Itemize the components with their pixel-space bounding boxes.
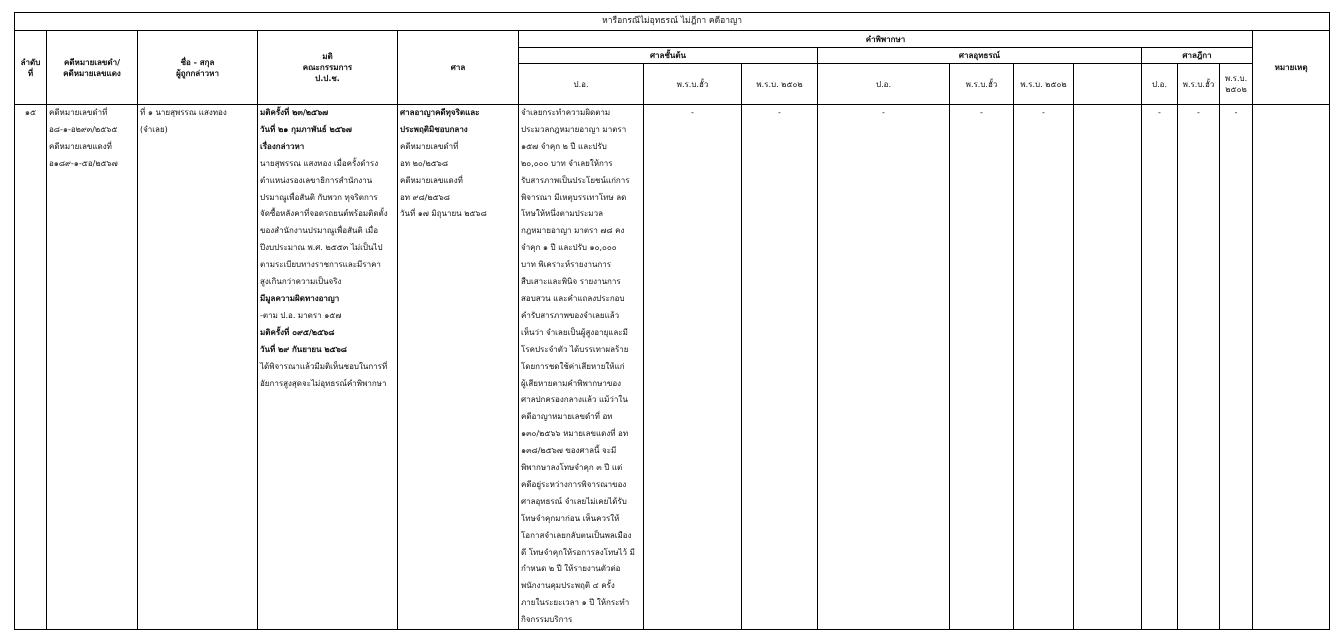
judgment-line: พนักงานคุมประพฤติ ๔ ครั้ง: [521, 581, 615, 591]
cell-name: [138, 105, 258, 630]
header-case-label: คดีหมายเลขดำ/ คดีหมายเลขแดง: [63, 57, 121, 78]
judgment-line: จำคุก ๑ ปี และปรับ ๑๐,๐๐๐: [521, 243, 617, 253]
case-number-line: อ๘-๑-อ๒๙๓/๒๕๖๕: [49, 124, 118, 134]
judgment-line: โทษจำคุกมาก่อน เห็นควรให้: [521, 513, 620, 523]
header-no: [15, 31, 47, 105]
judgment-line: ผู้เสียหายตามคำพิพากษาของ: [521, 378, 622, 388]
judgment-line: จำเลยกระทำความผิดตาม: [521, 108, 611, 117]
resolution-line: นายสุพรรณ แสงทอง เมื่อครั้งดำรง: [260, 158, 379, 168]
resolution-line: ได้พิจารณาแล้วมีมติเห็นชอบในการที่: [260, 361, 388, 371]
resolution-line: -ตาม ป.อ. มาตรา ๑๕๗: [260, 310, 342, 320]
resolution-line: ตามระเบียบทางราชการและมีราคา: [260, 260, 381, 270]
cell-supreme-act: -: [1178, 105, 1220, 630]
case-number-line: คดีหมายเลขแดงที่: [49, 141, 112, 151]
judgment-line: ศาลปกครองกลางแล้ว แม้ว่าใน: [521, 395, 628, 405]
judgment-line: กฎหมายอาญา มาตรา ๗๘ คง: [521, 226, 625, 236]
resolution-line: มติครั้งที่ ๐๙๕/๒๕๖๘: [260, 327, 335, 337]
header-case: [47, 31, 138, 105]
judgment-line: บาท พิเคราะห์รายงานการ: [521, 260, 612, 270]
cell-first-act-2502: -: [742, 105, 818, 630]
judgment-lines: [521, 105, 641, 629]
resolution-line: อัยการสูงสุดจะไม่อุทธรณ์คำพิพากษา: [260, 378, 387, 388]
table-row: [15, 105, 1330, 630]
court-line: อท ๒๐/๒๕๖๘: [400, 158, 449, 168]
header-first-act-2502: พ.ร.บ. ๒๕๐๒: [742, 64, 818, 105]
accused-name-line: (จำเลย): [140, 124, 168, 134]
judgment-line: ศาลอุทธรณ์ จำเลยไม่เคยได้รับ: [521, 496, 627, 506]
cell-resolution: [258, 105, 398, 630]
court-line: คดีหมายเลขดำที่: [400, 141, 459, 151]
resolution-line: มีมูลความผิดทางอาญา: [260, 293, 340, 303]
judgment-line: คำรับสารภาพของจำเลยแล้ว: [521, 310, 620, 320]
header-court: ศาล: [398, 31, 519, 105]
header-appeal-criminal-code: ป.อ.: [818, 64, 950, 105]
header-supreme-act: พ.ร.บ.ฮั้ว: [1178, 64, 1220, 105]
resolution-line: ปีงบประมาณ พ.ศ. ๒๕๕๓ ไม่เป็นไป: [260, 243, 383, 253]
judgment-line: สืบเสาะและพินิจ รายงานการ: [521, 277, 621, 287]
cell-case: [47, 105, 138, 630]
judgment-line: คดีอาญาหมายเลขดำที่ อท: [521, 412, 613, 422]
resolution-line: ของสำนักงานปรมาณูเพื่อสันติ เมื่อ: [260, 226, 379, 236]
judgment-line: สอบสวน และคำแถลงประกอบ: [521, 293, 625, 303]
accused-name-line: ที่ ๑ นายสุพรรณ แสงทอง: [140, 108, 227, 117]
judgment-line: ๑๓๐/๒๕๖๖ หมายเลขแดงที่ อท: [521, 429, 629, 439]
judgment-line: กำหนด ๒ ปี ให้รายงานตัวต่อ: [521, 564, 621, 574]
case-lines: [49, 105, 135, 173]
resolution-line: จัดซื้อหลังคาที่จอดรถยนต์พร้อมติดตั้ง: [260, 209, 388, 219]
judgment-line: ๒๐,๐๐๐ บาท จำเลยให้การ: [521, 158, 613, 168]
header-appeal-extra: [1074, 64, 1142, 105]
cell-court: [398, 105, 519, 630]
judgment-line: รับสารภาพเป็นประโยชน์แก่การ: [521, 175, 630, 185]
judgment-line: ๑๕๗ จำคุก ๒ ปี และปรับ: [521, 141, 607, 151]
header-no-label: ลำดับ ที่: [20, 57, 41, 78]
judgment-line: คดีอยู่ระหว่างการพิจารณาของ: [521, 479, 627, 489]
cell-appeal-criminal-code: -: [818, 105, 950, 630]
header-supreme-act-2502-label: พ.ร.บ. ๒๕๐๒: [1224, 74, 1248, 94]
resolution-line: ปรมาณูเพื่อสันติ กับพวก ทุจริตการ: [260, 192, 378, 202]
resolution-line: วันที่ ๒๑ กุมภาพันธ์ ๒๕๖๗: [260, 124, 352, 134]
judgment-line: พิจารณา มีเหตุบรรเทาโทษ ลด: [521, 192, 627, 202]
resolution-line: ตำแหน่งรองเลขาธิการสำนักงาน: [260, 175, 373, 185]
resolution-line: เรื่องกล่าวหา: [260, 141, 305, 151]
judgment-line: ดี โทษจำคุกให้รอการลงโทษไว้ มี: [521, 547, 635, 557]
header-supreme-act-2502: [1220, 64, 1253, 105]
header-supreme-criminal-code: ป.อ.: [1142, 64, 1178, 105]
header-remarks: หมายเหตุ: [1253, 31, 1330, 105]
name-lines: [140, 105, 255, 139]
header-supreme-court: ศาลฎีกา: [1142, 48, 1253, 64]
cell-appeal-extra: [1074, 105, 1142, 630]
cell-judgment-first-criminal-code: [519, 105, 644, 630]
case-number-line: อ๑๘๙-๑-๕อ/๒๕๖๗: [49, 158, 118, 168]
judgment-line: โอกาสจำเลยกลับตนเป็นพลเมือง: [521, 530, 632, 540]
header-first-act: พ.ร.บ.ฮั้ว: [644, 64, 742, 105]
cell-appeal-act-2502: -: [1014, 105, 1074, 630]
court-line: ประพฤติมิชอบกลาง: [400, 124, 468, 134]
resolution-line: มติครั้งที่ ๒๓/๒๕๖๗: [260, 108, 329, 117]
header-name-label: ชื่อ - สกุล ผู้ถูกกล่าวหา: [176, 57, 219, 78]
header-first-court: ศาลชั้นต้น: [519, 48, 818, 64]
cell-appeal-act: -: [950, 105, 1014, 630]
judgment-line: โทษให้หนึ่งตามประมวล: [521, 209, 603, 219]
resolution-line: สูงเกินกว่าความเป็นจริง: [260, 277, 342, 287]
court-lines: [400, 105, 516, 223]
cell-supreme-act-2502: -: [1220, 105, 1253, 630]
court-line: คดีหมายเลขแดงที่: [400, 175, 463, 185]
cell-remarks: [1253, 105, 1330, 630]
header-resolution: [258, 31, 398, 105]
court-line: ศาลอาญาคดีทุจริตและ: [400, 108, 480, 117]
cell-first-act: -: [644, 105, 742, 630]
judgment-line: เห็นว่า จำเลยเป็นผู้สูงอายุและมี: [521, 327, 628, 337]
table-title: หารือกรณีไม่อุทธรณ์ ไม่ฎีกา คดีอาญา: [15, 13, 1330, 31]
header-appeal-act-2502: พ.ร.บ. ๒๕๐๒: [1014, 64, 1074, 105]
cell-supreme-criminal-code: -: [1142, 105, 1178, 630]
court-line: อท ๙๘/๒๕๖๘: [400, 192, 450, 202]
header-appeal-act: พ.ร.บ.ฮั้ว: [950, 64, 1014, 105]
court-line: วันที่ ๑๗ มิถุนายน ๒๕๖๘: [400, 209, 487, 219]
cell-no: ๑๕: [15, 105, 47, 630]
judgment-line: โรคประจำตัว ได้บรรเทาผลร้าย: [521, 344, 629, 354]
case-number-line: คดีหมายเลขดำที่: [49, 108, 108, 117]
judgment-line: ภายในระยะเวลา ๑ ปี ให้กระทำ: [521, 598, 630, 608]
judgment-line: ๑๓๘/๒๕๖๗ ของศาลนี้ จะมี: [521, 446, 617, 456]
judgment-line: กิจกรรมบริการ: [521, 615, 573, 625]
case-table: [14, 12, 1330, 630]
judgment-line: โดยการชดใช้ค่าเสียหายให้แก่: [521, 361, 625, 371]
header-resolution-label: มติ คณะกรรมการ ป.ป.ช.: [302, 52, 353, 83]
resolution-lines: [260, 105, 395, 392]
header-first-criminal-code: ป.อ.: [519, 64, 644, 105]
header-name: [138, 31, 258, 105]
judgment-line: ประมวลกฎหมายอาญา มาตรา: [521, 124, 627, 134]
header-judgment: คำพิพากษา: [519, 31, 1253, 48]
resolution-line: วันที่ ๒๙ กันยายน ๒๕๖๘: [260, 344, 347, 354]
judgment-line: พิพากษาลงโทษจำคุก ๓ ปี แต่: [521, 463, 623, 473]
header-appeal-court: ศาลอุทธรณ์: [818, 48, 1142, 64]
